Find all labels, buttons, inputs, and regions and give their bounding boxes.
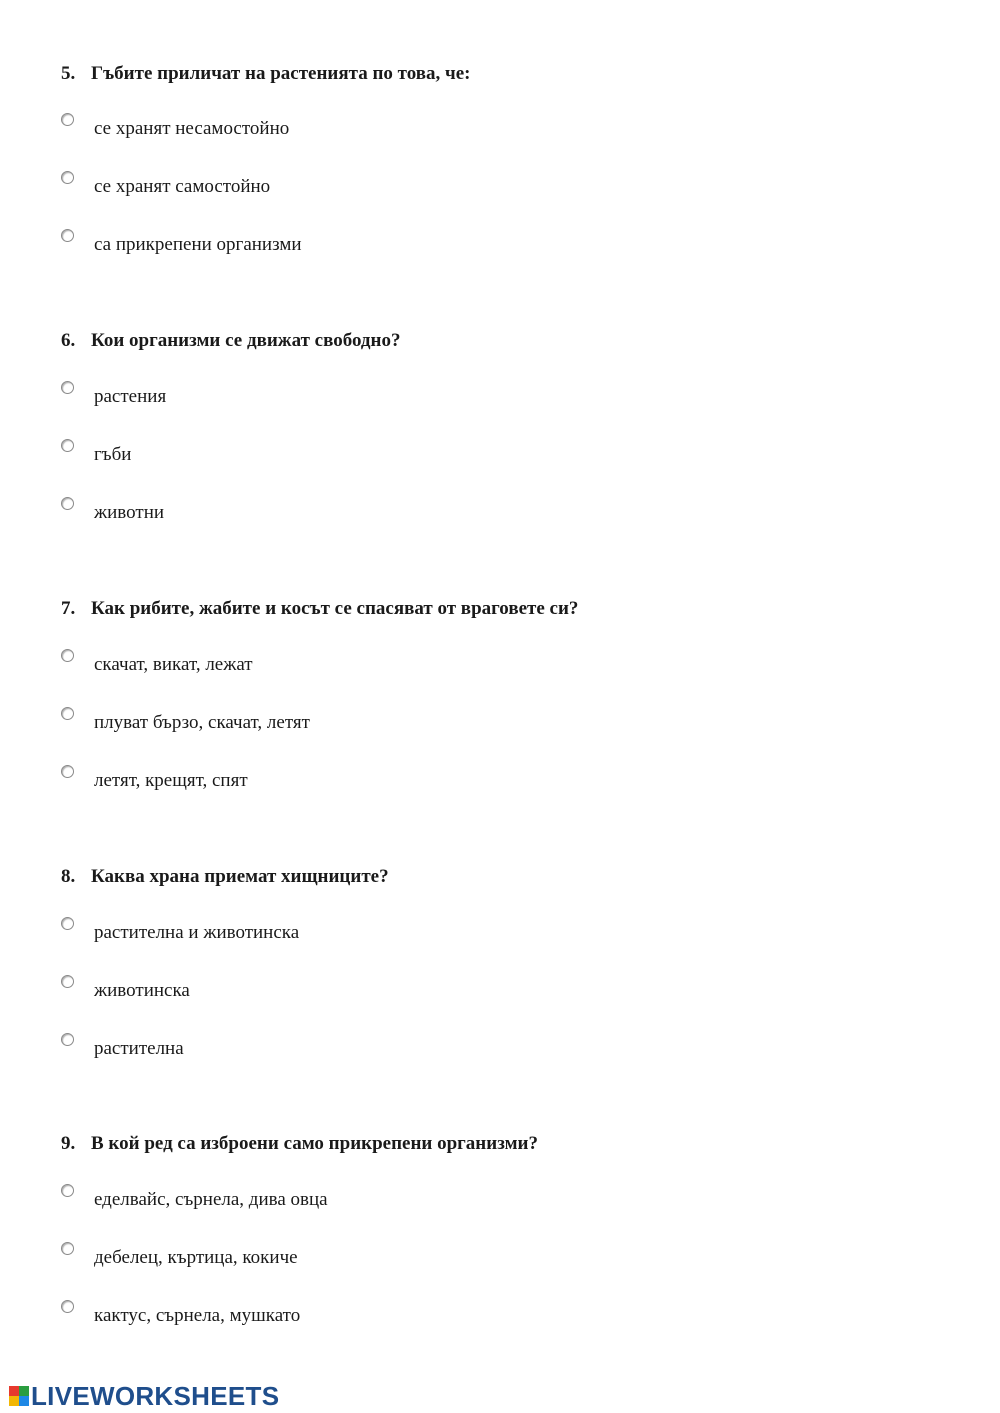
question-title	[61, 63, 471, 85]
answer-option[interactable]	[61, 381, 661, 411]
answer-option[interactable]	[61, 917, 661, 947]
radio-button[interactable]	[61, 1033, 74, 1046]
logo-icon	[9, 1386, 29, 1406]
question-text: Кои организми се движат свободно?	[91, 330, 401, 351]
question-text: Гъбите приличат на растенията по това, че:	[91, 63, 471, 84]
question-text: Как рибите, жабите и косът се спасяват от враговете си?	[91, 598, 579, 619]
question-number: 7.	[61, 598, 76, 619]
answer-option[interactable]	[61, 1184, 661, 1214]
answer-label: растителна и животинска	[94, 922, 300, 943]
logo-square	[9, 1396, 19, 1406]
radio-button[interactable]	[61, 229, 74, 242]
question-text: Каква храна приемат хищниците?	[91, 866, 389, 887]
answer-option[interactable]	[61, 649, 661, 679]
question-title	[61, 866, 389, 888]
logo-text: LIVEWORKSHEETS	[31, 1380, 280, 1411]
answer-option[interactable]	[61, 497, 661, 527]
answer-label: растителна	[94, 1038, 184, 1059]
answer-label: дебелец, къртица, кокиче	[94, 1247, 298, 1268]
question-text: В кой ред са изброени само прикрепени организми?	[91, 1133, 538, 1154]
answer-label: летят, крещят, спят	[94, 770, 248, 791]
question-title	[61, 598, 578, 620]
answer-option[interactable]	[61, 171, 661, 201]
answer-option[interactable]	[61, 1300, 661, 1330]
answer-label: скачат, викат, лежат	[94, 654, 253, 675]
question-title	[61, 330, 400, 352]
question-number: 9.	[61, 1133, 76, 1154]
answer-label: се хранят самостойно	[94, 176, 271, 197]
question-number: 8.	[61, 866, 76, 887]
answer-label: растения	[94, 386, 167, 407]
answer-option[interactable]	[61, 113, 661, 143]
radio-button[interactable]	[61, 707, 74, 720]
radio-button[interactable]	[61, 917, 74, 930]
answer-label: плуват бързо, скачат, летят	[94, 712, 310, 733]
answer-label: са прикрепени организми	[94, 234, 302, 255]
answer-label: се хранят несамостойно	[94, 118, 290, 139]
answer-option[interactable]	[61, 765, 661, 795]
answer-label: гъби	[94, 444, 132, 465]
radio-button[interactable]	[61, 381, 74, 394]
radio-button[interactable]	[61, 1242, 74, 1255]
question-number: 5.	[61, 63, 76, 84]
answer-label: животни	[94, 502, 165, 523]
logo-square	[19, 1396, 29, 1406]
answer-option[interactable]	[61, 707, 661, 737]
logo-square	[9, 1386, 19, 1396]
answer-option[interactable]	[61, 1242, 661, 1272]
logo-square	[19, 1386, 29, 1396]
radio-button[interactable]	[61, 497, 74, 510]
question-number: 6.	[61, 330, 76, 351]
question-title	[61, 1133, 538, 1155]
answer-option[interactable]	[61, 229, 661, 259]
radio-button[interactable]	[61, 1300, 74, 1313]
radio-button[interactable]	[61, 765, 74, 778]
radio-button[interactable]	[61, 1184, 74, 1197]
radio-button[interactable]	[61, 113, 74, 126]
answer-label: животинска	[94, 980, 190, 1001]
radio-button[interactable]	[61, 439, 74, 452]
liveworksheets-logo	[9, 1381, 279, 1411]
answer-label: кактус, сърнела, мушкато	[94, 1305, 301, 1326]
answer-option[interactable]	[61, 975, 661, 1005]
answer-option[interactable]	[61, 439, 661, 469]
radio-button[interactable]	[61, 975, 74, 988]
answer-option[interactable]	[61, 1033, 661, 1063]
radio-button[interactable]	[61, 171, 74, 184]
answer-label: еделвайс, сърнела, дива овца	[94, 1189, 328, 1210]
radio-button[interactable]	[61, 649, 74, 662]
